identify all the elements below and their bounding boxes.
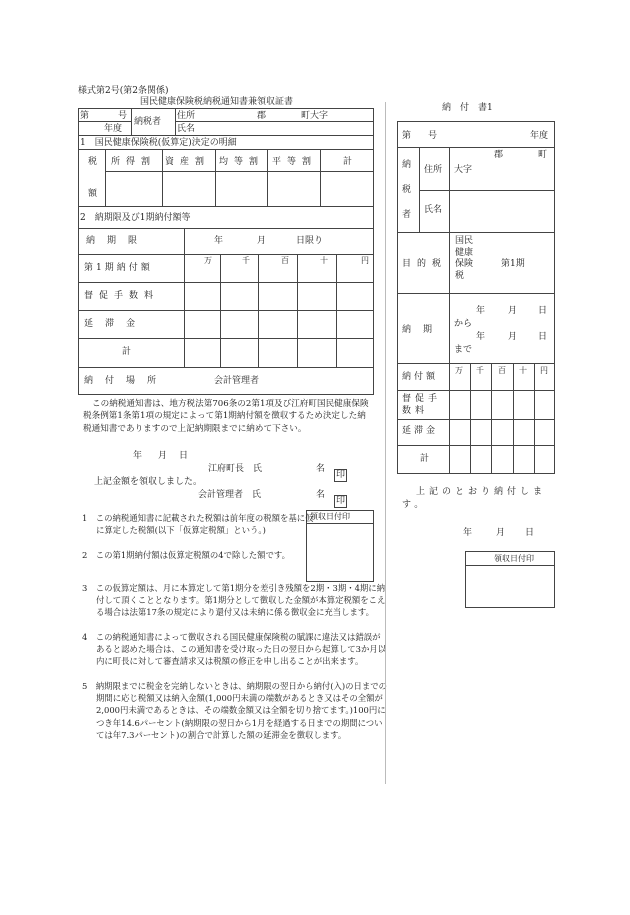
notice-date-month: 月 [158, 451, 168, 461]
col-shisanwari: 資産割 [165, 157, 211, 167]
right-date-day: 日 [525, 528, 535, 538]
note-3: 3 この仮算定額は、月に本算定して第1期分を差引き残額を2期・3期・4期に納付して頂くこととなります。第1期分として徴収した金額が本算定税額をこえる場合は法第17条の規定により還付又は未納に係る徴収金に充当します。 [82, 583, 386, 618]
page-title: 国民健康保険税納税通知書兼領収証書 [140, 97, 294, 107]
noki-from-month: 月 [508, 306, 518, 316]
noki-to-month: 月 [508, 332, 518, 342]
zei-label: 税 [88, 157, 98, 167]
right-form [397, 121, 555, 474]
right-machi: 町 [538, 150, 548, 160]
section1-title: 1 国民健康保険税(仮算定)決定の明細 [80, 138, 237, 148]
right-nendo: 年度 [530, 131, 549, 141]
right-nozeisha-2: 税 [402, 185, 412, 195]
right-nozeisha-3: 者 [402, 210, 412, 220]
noki-from-day: 日 [538, 306, 548, 316]
noki-kara: から [454, 319, 473, 329]
nokigen-label: 納期限 [86, 236, 150, 246]
right-gun: 郡 [494, 150, 504, 160]
gaku-label: 額 [88, 189, 98, 199]
right-title: 納 付 書1 [442, 103, 493, 113]
right-tokusoku-label: 督促手数料 [402, 394, 442, 416]
right-unit-en: 円 [540, 366, 548, 375]
kaikei-shi-label: 会計管理者 氏 [198, 490, 262, 500]
right-dai1ki: 第1期 [501, 259, 525, 269]
entai-label: 延滞金 [84, 319, 148, 329]
left-stamp-label: 領収日付印 [310, 512, 350, 521]
col-byodowari: 平等割 [272, 157, 318, 167]
unit-hyaku: 百 [281, 256, 289, 265]
receipt-text: 上記金額を領収しました。 [94, 477, 203, 487]
section2-title: 2 納期限及び1期納付額等 [80, 213, 191, 223]
machi-aza-label: 町大字 [301, 111, 329, 121]
right-gou: 号 [428, 131, 438, 141]
right-jusho: 住所 [424, 165, 443, 175]
jusho-label: 住所 [177, 111, 196, 121]
notice-text: この納税通知書は、地方税法第706条の2第1項及び江府町国民健康保険税条例第1条第1項の規定によって第1期納付額を徴収するため決定した納税通知書でありますので上記納期限までに納めて下さい。 [83, 399, 369, 434]
nendo-label: 年度 [104, 124, 123, 134]
right-nozeisha-1: 納 [402, 160, 412, 170]
dai-label: 第 [80, 111, 90, 121]
nokigen-month: 月 [257, 236, 267, 246]
chocho-mei: 名 [316, 464, 326, 474]
right-dai: 第 [402, 131, 412, 141]
nofu-basho-label: 納付場所 [84, 376, 169, 386]
noki-from-year: 年 [476, 306, 486, 316]
gou-label: 号 [118, 111, 128, 121]
right-kei-label: 計 [420, 454, 430, 464]
noki-to-day: 日 [538, 332, 548, 342]
nokigen-year: 年 [214, 236, 224, 246]
right-noki-label: 納期 [402, 325, 445, 335]
right-statement: 上記のとおり納付します。 [402, 487, 547, 510]
right-unit-man: 万 [455, 366, 463, 375]
right-shimei: 氏名 [424, 205, 443, 215]
right-date-month: 月 [496, 528, 506, 538]
chocho-seal-icon: 印 [336, 470, 346, 480]
col-shotokuwari: 所得割 [111, 157, 157, 167]
dai1ki-label: 第1期納付額 [84, 263, 153, 273]
nozeisha-label: 納税者 [134, 117, 162, 127]
gun-label: 郡 [257, 111, 267, 121]
notice-date-year: 年 [133, 451, 143, 461]
right-daiji: 大字 [454, 165, 473, 175]
kaikei-seal-icon: 印 [336, 496, 346, 506]
unit-ju: 十 [320, 256, 328, 265]
right-nofugaku-label: 納付額 [402, 372, 439, 382]
right-mokuteki-label: 目的税 [402, 259, 448, 269]
unit-en: 円 [361, 256, 369, 265]
shimei-label: 氏名 [177, 124, 196, 134]
unit-sen: 千 [242, 256, 250, 265]
chocho-label: 江府町長 氏 [208, 464, 263, 474]
right-unit-ju: 十 [519, 366, 527, 375]
note-4: 4 この納税通知書によって徴収される国民健康保険税の賦課に違法又は錯誤があると認めた場合は、この通知書を受け取った日の翌日から起算して3か月以内に町長に対して審査請求又は税額の修正を申し出ることが出来ます。 [82, 632, 387, 667]
col-kintowari: 均等割 [219, 157, 265, 167]
kei-label: 計 [122, 347, 132, 357]
right-mokuteki-value: 国民健康保険税 [455, 236, 474, 281]
right-entai-label: 延滞金 [402, 426, 439, 436]
note-5: 5 納期限までに税金を完納しないときは、納期限の翌日から納付(入)の日までの期間に応じ税額又は納入金額(1,000円未満の端数があるとき又はその全額が2,000円未満であるときは、その端数金額又は全額を切り捨てます。)100円につき年14.6パーセント(納期限の翌日から1月を経過する日までの期間については年7.3パーセント)の割合で計算した額の延滞金を徴収します。 [82, 681, 388, 740]
notice-date-day: 日 [179, 451, 189, 461]
right-unit-hyaku: 百 [498, 366, 506, 375]
noki-made: まで [454, 345, 473, 355]
right-stamp-label: 領収日付印 [494, 554, 534, 563]
right-date-year: 年 [463, 528, 473, 538]
form-number: 様式第2号(第2条関係) [78, 86, 169, 96]
nokigen-day: 日限り [296, 236, 324, 246]
tokusoku-label: 督促手数料 [84, 291, 160, 301]
kaikei-mei: 名 [316, 490, 326, 500]
kaikei-value: 会計管理者 [214, 376, 260, 386]
divider-line [385, 102, 386, 784]
right-unit-sen: 千 [476, 366, 484, 375]
col-kei: 計 [343, 157, 353, 167]
unit-man: 万 [204, 256, 212, 265]
note-2: 2 この第1期納付額は仮算定税額の4で除した額です。 [82, 550, 290, 560]
note-1: 1 この納税通知書に記載された税額は前年度の税額を基に仮に算定した税額(以下「仮算定税額」という。) [82, 513, 314, 536]
noki-to-year: 年 [476, 332, 486, 342]
